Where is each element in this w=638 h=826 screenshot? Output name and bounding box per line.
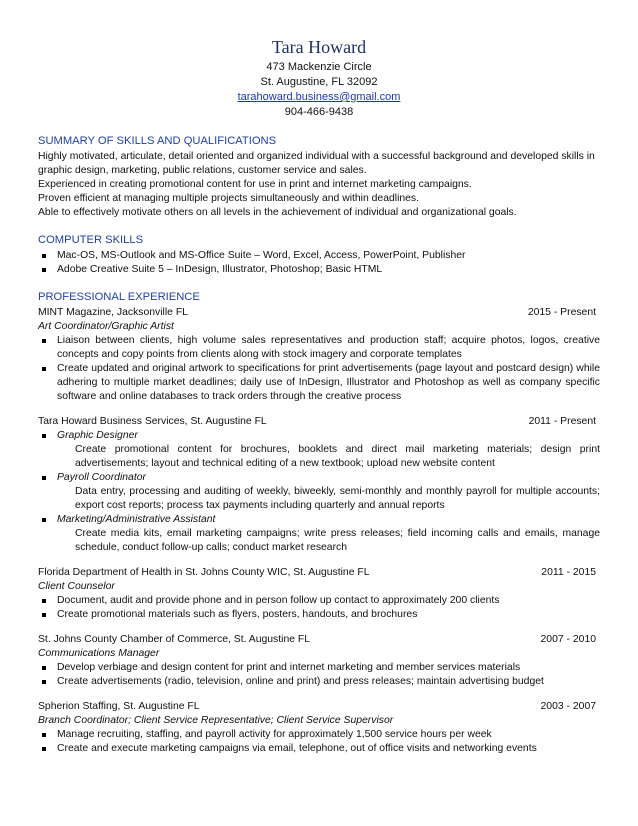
bullet-icon [42,613,46,617]
computer-skills-list [38,249,600,277]
company-name: Florida Department of Health in St. Johns County WIC, St. Augustine FL [38,567,370,578]
job-title: Communications Manager [38,648,160,659]
bullet-icon [42,680,46,684]
job-duties [38,728,600,756]
job-duties [38,334,600,404]
list-item-text: Create advertisements (radio, television, online and print) and press releases; maintain advertising budget [57,676,544,687]
computer-skills-heading: COMPUTER SKILLS [38,234,144,246]
job-dates: 2003 - 2007 [540,701,596,712]
list-item-text: Document, audit and provide phone and in person follow up contact to approximately 200 clients [57,595,500,606]
job-dates: 2007 - 2010 [540,634,596,645]
list-item-text: Create promotional materials such as flyers, posters, handouts, and brochures [57,609,418,620]
job-duties [38,594,600,622]
bullet-icon [42,518,46,522]
list-item [38,675,600,689]
applicant-name: Tara Howard [271,37,367,57]
company-name: Spherion Staffing, St. Augustine FL [38,701,200,712]
list-item [38,661,600,675]
city-state-zip: St. Augustine, FL 32092 [260,76,378,88]
job-dates: 2015 - Present [527,307,596,318]
list-item [38,742,600,756]
phone-number: 904-466-9438 [284,106,354,118]
job-header [38,415,600,429]
bullet-icon [42,476,46,480]
experience-heading: PROFESSIONAL EXPERIENCE [38,291,200,303]
list-item-text: Develop verbiage and design content for print and internet marketing and member services materials [57,662,521,673]
street-address: 473 Mackenzie Circle [266,61,372,73]
job-title-part: Branch Coordinator; Client Service Representative; [38,715,274,726]
job-roles [38,513,600,527]
list-item [38,362,600,404]
role-title: Graphic Designer [57,430,138,441]
bullet-icon [42,747,46,751]
summary-line: Proven efficient at managing multiple projects simultaneously and within deadlines. [38,193,420,204]
bullet-icon [42,599,46,603]
summary-line: Highly motivated, articulate, detail oriented and organized individual with a successful background and developed skills in graphic design, marketing, public relations, customer service and sales. [38,151,595,176]
email-link[interactable]: tarahoward.business@gmail.com [237,91,401,103]
summary-line: Able to effectively motivate others on all levels in the achievement of individual and organizational goals. [38,207,517,218]
bullet-icon [42,367,46,371]
email-line [0,90,638,105]
role-item [38,471,600,485]
job-roles [38,471,600,485]
role-item [38,429,600,443]
role-description: Create media kits, email marketing campaigns; write press releases; field incoming calls and emails, manage schedule, conduct follow-up calls; conduct market research [75,528,600,553]
company-name: Tara Howard Business Services, St. Augustine FL [38,416,267,427]
list-item [38,263,600,277]
job-title: Client Counselor [38,581,115,592]
job-header [38,633,600,647]
bullet-icon [42,733,46,737]
role-title: Payroll Coordinator [57,472,146,483]
list-item-text: Create updated and original artwork to specifications for print advertisements (page layout and postcard design) while adhering to multiple market deadlines; daily use of InDesign, Illustrator and Photoshop as well as company specific software and online databases to track orders through the creative process [57,363,600,402]
job-header [38,306,600,320]
list-item-text: Create and execute marketing campaigns via email, telephone, out of office visits and networking events [57,743,537,754]
list-item-text: Mac-OS, MS-Outlook and MS-Office Suite – Word, Excel, Access, PowerPoint, Publisher [57,250,466,261]
list-item [38,608,600,622]
bullet-icon [42,666,46,670]
list-item-text: Adobe Creative Suite 5 – InDesign, Illustrator, Photoshop; Basic HTML [57,264,383,275]
job-header [38,700,600,714]
resume-body [38,134,600,756]
job-roles [38,429,600,443]
job-dates: 2011 - Present [528,416,596,427]
job-dates: 2011 - 2015 [541,567,596,578]
job-duties [38,661,600,689]
summary-line: Experienced in creating promotional content for use in print and internet marketing campaigns. [38,179,472,190]
bullet-icon [42,254,46,258]
bullet-icon [42,434,46,438]
list-item [38,728,600,742]
list-item-text: Liaison between clients, high volume sales representatives and production staff; acquire photos, logos, creative concepts and copy points from clients along with stock imagery and corporate templates [57,335,600,360]
bullet-icon [42,268,46,272]
company-name: MINT Magazine, Jacksonville FL [38,307,188,318]
company-name: St. Johns County Chamber of Commerce, St. Augustine FL [38,634,311,645]
job-header [38,566,600,580]
bullet-icon [42,339,46,343]
list-item [38,594,600,608]
list-item [38,334,600,362]
role-description: Data entry, processing and auditing of weekly, biweekly, semi-monthly and monthly payroll for multiple accounts; export cost reports; process tax payments including quarterly and annual reports [75,486,600,511]
job-title-part: Client Service Supervisor [276,715,394,726]
role-description: Create promotional content for brochures, booklets and direct mail marketing materials; design print advertisements; layout and technical editing of a new textbook; upload new website content [75,444,600,469]
role-item [38,513,600,527]
job-title: Art Coordinator/Graphic Artist [38,321,174,332]
list-item [38,249,600,263]
job-title [38,714,600,728]
summary-heading: SUMMARY OF SKILLS AND QUALIFICATIONS [38,135,277,147]
role-title: Marketing/Administrative Assistant [57,514,216,525]
list-item-text: Manage recruiting, staffing, and payroll activity for approximately 1,500 service hours per week [57,729,492,740]
resume-header [0,36,638,120]
